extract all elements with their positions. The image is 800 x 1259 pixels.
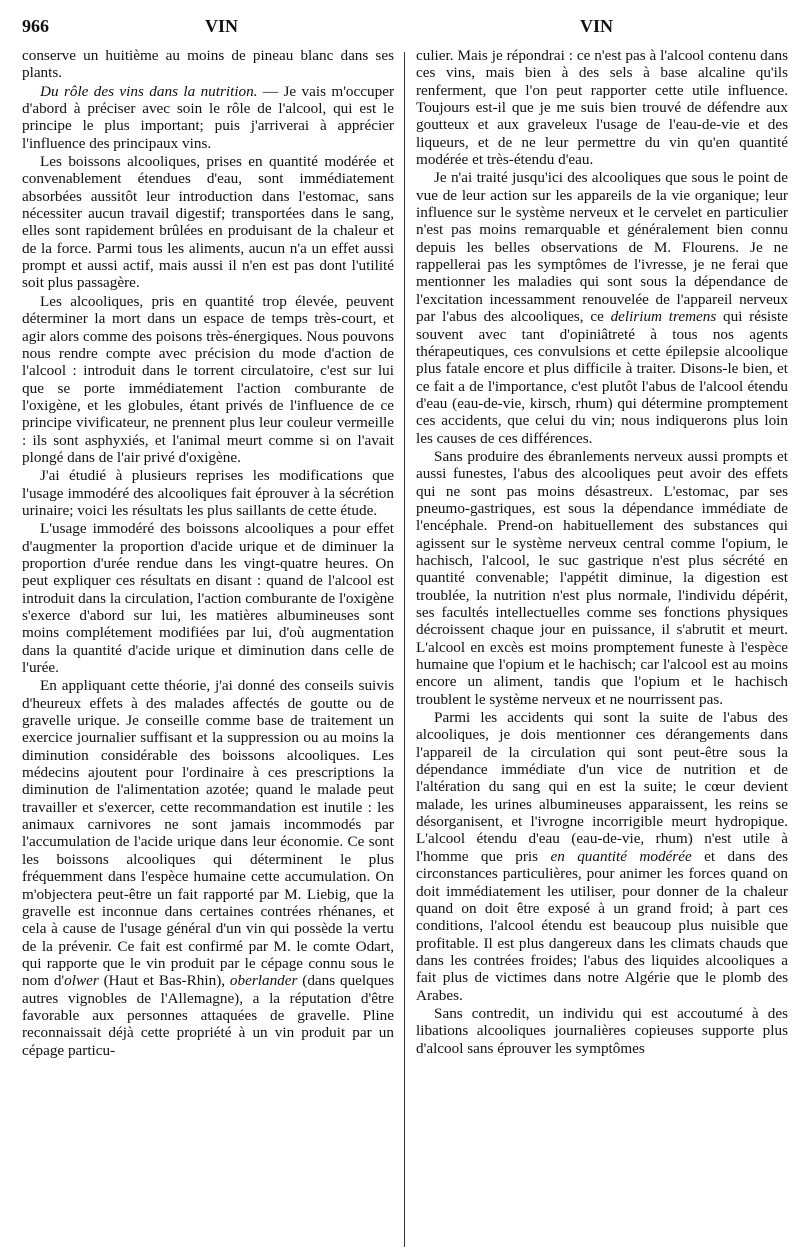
paragraph: conserve un huitième au moins de pineau blanc dans ses plants. bbox=[22, 47, 394, 82]
paragraph bbox=[22, 83, 394, 152]
paragraph-text: (dans quelques autres vignobles de l'Allemagne), a la réputation d'être favorable aux personnes attaquées de gravelle. Pline reconnaissait déjà cette propriété à un vin produit par un cépage particu- bbox=[22, 972, 394, 1059]
italic-term: en quantité modérée bbox=[550, 847, 692, 865]
running-title-right: VIN bbox=[580, 16, 614, 36]
paragraph-text: — Je vais m'occuper d'abord à préciser avec soin le rôle de l'alcool, qui est le principe le plus important; puis j'arriverai à apprécier l'influence des principaux vins. bbox=[22, 82, 394, 152]
paragraph: Les boissons alcooliques, prises en quantité modérée et convenablement étendues d'eau, sont immédiatement absorbées aussitôt leur introduction dans l'estomac, sans nécessiter aucun travail digestif; transportées dans le sang, elles sont rapidement brûlées en produisant de la chaleur et de la force. Parmi tous les aliments, aucun n'a un effet aussi prompt et aussi actif, mais aussi il n'en est pas dont l'utilité soit plus passagère. bbox=[22, 153, 394, 292]
column-divider bbox=[404, 52, 405, 1247]
paragraph: L'usage immodéré des boissons alcooliques a pour effet d'augmenter la proportion d'acide urique et de diminuer la proportion d'urée rendue dans les vingt-quatre heures. On peut expliquer ces résultats en disant : quand de l'alcool est introduit dans la circulation, l'action comburante de l'oxigène s'exerce d'abord sur lui, les matières albumineuses sont moins complétement modifiées par lui, d'où augmentation dans la quantité d'acide urique et diminution dans celle de l'urée. bbox=[22, 520, 394, 677]
paragraph: Sans produire des ébranlements nerveux aussi prompts et aussi funestes, l'abus des alcooliques peut avoir des effets qui ne sont pas moins désastreux. L'estomac, par ses pneumo-gastriques, est sous la dépendance immédiate de l'encéphale. Prend-on habituellement des substances qui agissent sur le système nerveux central comme l'opium, le hachisch, l'alcool, le suc gastrique n'est plus sécrété en quantité convenable; l'appétit diminue, la digestion est troublée, la nutrition n'est plus normale, l'individu dépérit, ses facultés intellectuelles comme ses fonctions physiques décroissent chaque jour en puissance, il s'abrutit et meurt. L'alcool en excès est moins promptement funeste à l'espèce humaine que l'opium et le hachisch; car l'alcool est au moins encore un aliment, tandis que l'opium et le hachisch troublent le système nerveux et ne nourrissent pas. bbox=[416, 447, 788, 708]
section-title: Du rôle des vins dans la nutrition. bbox=[40, 82, 258, 100]
paragraph-text: Je n'ai traité jusqu'ici des alcooliques que sous le point de vue de leur action sur les appareils de la vie organique; leur influence sur le système nerveux et le cervelet en particulier n'est pas moins remarquable et généralement bien connu depuis les belles observations de M. Flourens. Je ne rappellerai pas les symptômes de l'ivresse, je ne ferai que mentionner les maladies qui sont sous la dépendance de l'excitation incessamment renouvelée de l'appareil nerveux par l'abus des alcooliques, ce bbox=[416, 169, 788, 326]
page-number: 966 bbox=[22, 16, 49, 36]
paragraph-text: et dans des circonstances particulières, pour animer les forces quand on doit immédiatement les utiliser, pour donner de la chaleur quand on doit être exposé à un grand froid; à part ces conditions, l'alcool étendu est beaucoup plus nuisible que profitable. Il est plus dangereux dans les climats chauds que dans les contrées froides; l'abus des liquides alcooliques a fait plus de victimes dans notre Algérie que le plomb des Arabes. bbox=[416, 847, 788, 1004]
paragraph-text: En appliquant cette théorie, j'ai donné des conseils suivis d'heureux effets à des malades affectés de goutte ou de gravelle urique. Je conseille comme base de traitement un exercice journalier suffisant et la suppression ou au moins la diminution considérable des boissons alcooliques. Les médecins ajoutent pour l'ordinaire à ces prescriptions la diminution de l'alimentation azotée; quand le malade peut travailler et s'exercer, cette recommandation est inutile : les animaux carnivores ne sont jamais incommodés par l'accumulation de l'acide urique dans leur économie. Ce sont les boissons alcooliques qui déterminent le plus fréquemment dans l'espèce humaine cette accumulation. On m'objectera peut-être un fait rapporté par M. Liebig, que la gravelle est inconnue dans certaines contrées rhénanes, et cela à cause de l'usage général d'un vin qui possède la vertu de la prévenir. Ce fait est confirmé par M. le comte Odart, qui rapporte que le vin produit par le cépage connu sous le nom d' bbox=[22, 677, 394, 990]
page-header bbox=[0, 14, 800, 40]
italic-term: oberlander bbox=[229, 972, 298, 990]
paragraph bbox=[22, 677, 394, 1059]
running-title-left: VIN bbox=[205, 16, 239, 36]
italic-term: delirium tremens bbox=[610, 308, 717, 326]
paragraph: Sans contredit, un individu qui est accoutumé à des libations alcooliques journalières copieuses supporte plus d'alcool sans éprouver les symptômes bbox=[416, 1004, 788, 1057]
paragraph: Les alcooliques, pris en quantité trop élevée, peuvent déterminer la mort dans un espace de temps très-court, et agir alors comme des poisons très-énergiques. Nous pouvons nous rendre compte avec précision du mode d'action de l'alcool : introduit dans le torrent circulatoire, c'est sur lui que se porte immédiatement l'action comburante de l'oxigène, et les globules, étant privés de l'influence de ce principe vivificateur, ne prennent plus leur couleur vermeille : ils sont asphyxiés, et l'animal meurt comme si on l'avait plongé dans de l'air privé d'oxigène. bbox=[22, 292, 394, 466]
paragraph bbox=[416, 709, 788, 1004]
paragraph-text: qui résiste souvent avec tant d'opiniâtreté à tous nos agents thérapeutiques, ces convulsions et cette épilepsie alcoolique plus fatale encore et plus difficile à traiter. Disons-le bien, et ce fait a de l'importance, c'est plutôt l'abus de l'alcool étendu d'eau (eau-de-vie, kirsch, rhum) qui détermine promptement ces accidents, que celui du vin; nous indiquerons plus loin les causes de ces différences. bbox=[416, 308, 788, 447]
left-column bbox=[22, 47, 394, 1059]
paragraph-text: (Haut et Bas-Rhin), bbox=[98, 972, 230, 990]
paragraph-text: Parmi les accidents qui sont la suite de l'abus des alcooliques, je dois mentionner ces dérangements dans l'appareil de la circulation qui sont peut-être sous la dépendance immédiate d'un vice de nutrition et de l'altération du sang qui en est la suite; le cœur devient malade, les urines albumineuses apparaissent, les reins se désorganisent, et l'ivrogne incorrigible meurt hydropique. L'alcool étendu d'eau (eau-de-vie, rhum) n'est utile à l'homme que pris bbox=[416, 709, 788, 865]
paragraph bbox=[416, 169, 788, 447]
right-column bbox=[416, 47, 788, 1057]
paragraph: culier. Mais je répondrai : ce n'est pas à l'alcool contenu dans ces vins, mais bien à des sels à base alcaline qu'ils renferment, que l'on peut rapporter cette utile influence. Toujours est-il que je me suis bien trouvé de défendre aux goutteux et aux graveleux l'usage de l'eau-de-vie et des liqueurs, et de ne leur permettre du vin qu'en quantité modérée et très-étendu d'eau. bbox=[416, 47, 788, 169]
italic-term: olwer bbox=[64, 972, 99, 990]
paragraph: J'ai étudié à plusieurs reprises les modifications que l'usage immodéré des alcooliques fait éprouver à la sécrétion urinaire; voici les résultats les plus saillants de cette étude. bbox=[22, 467, 394, 519]
